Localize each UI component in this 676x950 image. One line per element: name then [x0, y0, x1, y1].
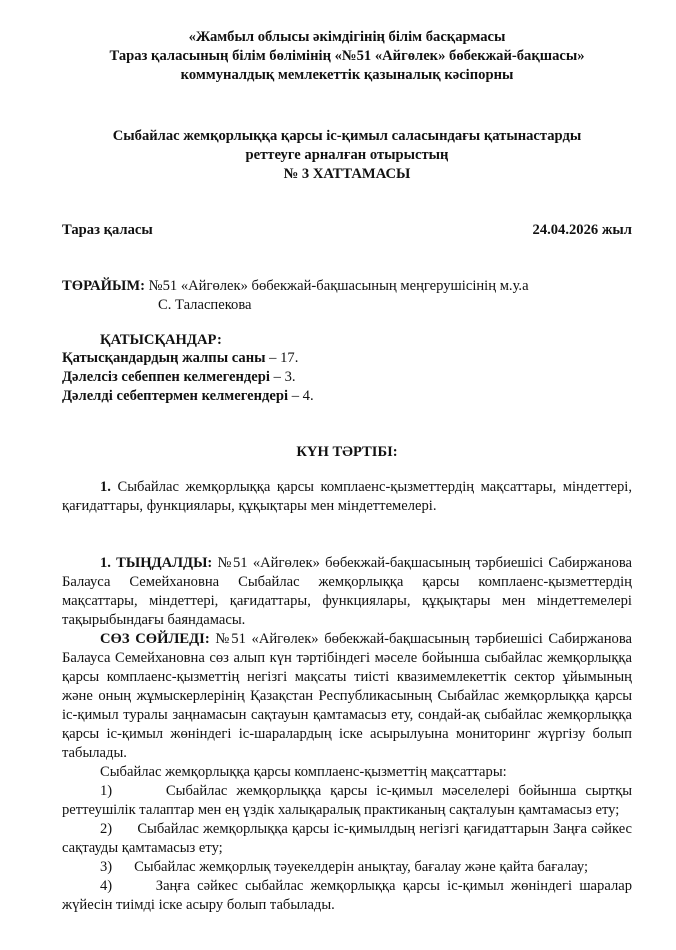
participants-excused: [62, 387, 632, 406]
participants-unexcused: [62, 368, 632, 387]
place-date-row: [62, 222, 632, 239]
participants-unexcused-value: – 3.: [269, 369, 296, 385]
spoke-paragraph: [62, 630, 632, 763]
agenda-item-text: Сыбайлас жемқорлыққа қарсы комплаенс-қызметтердің мақсаттары, міндеттері, қағидаттары, функциялары, құқықтары мен міндеттемелері.: [62, 479, 632, 514]
place: Тараз қаласы: [62, 222, 153, 238]
goal-text: Заңға сәйкес сыбайлас жемқорлыққа қарсы іс-қимыл жөніндегі шаралар жүйесін тиімді іске асыру болып табылады.: [62, 878, 632, 913]
goal-text: Сыбайлас жемқорлыққа қарсы іс-қимыл мәселелері бойынша сыртқы реттеушілік талаптар мен ең үздік халықаралық практиканың сақталуын қамтамасыз ету;: [62, 783, 632, 818]
goal-text: Сыбайлас жемқорлық тәуекелдерін анықтау, бағалау және қайта бағалау;: [134, 859, 589, 875]
chair-label: ТӨРАЙЫМ:: [62, 278, 145, 294]
participants-heading: ҚАТЫСҚАНДАР:: [100, 332, 222, 348]
goal-item: [62, 820, 632, 858]
header-line-3: коммуналдық мемлекеттік қазыналық кәсіпорны: [180, 67, 514, 83]
agenda-item-number: 1.: [100, 479, 111, 495]
title-line-3: № 3 ХАТТАМАСЫ: [283, 166, 411, 182]
goal-text: Сыбайлас жемқорлыққа қарсы іс-қимылдың негізгі қағидаттарын Заңға сәйкес сақтауды қамтамасыз ету;: [62, 821, 633, 856]
goal-number: 3): [100, 859, 113, 875]
chair-position: №51 «Айгөлек» бөбекжай-бақшасының меңгерушісінің м.у.а: [145, 278, 529, 294]
participants-unexcused-label: Дәлелсіз себеппен келмегендері: [62, 369, 270, 385]
protocol-title: [62, 127, 632, 184]
chair-name: С. Таласпекова: [158, 297, 252, 313]
title-line-1: Сыбайлас жемқорлыққа қарсы іс-қимыл саласындағы қатынастарды: [112, 128, 582, 144]
goals-intro: Сыбайлас жемқорлыққа қарсы комплаенс-қызметтің мақсаттары:: [100, 764, 507, 780]
goal-number: 2): [100, 821, 113, 837]
organization-header: [62, 28, 632, 85]
agenda-heading: КҮН ТӘРТІБІ:: [296, 444, 398, 460]
goal-number: 1): [100, 783, 113, 799]
goal-item: [62, 782, 632, 820]
participants-total-value: – 17.: [265, 350, 299, 366]
chair-block: [62, 277, 632, 315]
agenda-item: [62, 478, 632, 516]
goal-item: [62, 877, 632, 915]
heard-text: №51 «Айгөлек» бөбекжай-бақшасының тәрбиешісі Сабиржанова Балауса Семейхановна Сыбайлас жемқорлыққа қарсы комплаенс-қызметтердің мақсаттары, міндеттері, қағидаттары, функциялары, құқықтары мен міндеттемелері тақырыбындағы баяндамасы.: [62, 555, 633, 628]
spoke-label: СӨЗ СӨЙЛЕДІ:: [100, 631, 210, 647]
goal-item: [62, 858, 632, 877]
participants-total: [62, 349, 632, 368]
participants-excused-value: – 4.: [288, 388, 314, 404]
title-line-2: реттеуге арналған отырыстың: [245, 147, 449, 163]
heard-label: 1. ТЫҢДАЛДЫ:: [100, 555, 213, 571]
participants-excused-label: Дәлелді себептермен келмегендері: [62, 388, 289, 404]
goal-number: 4): [100, 878, 113, 894]
date: 24.04.2026 жыл: [532, 222, 632, 238]
header-line-1: «Жамбыл облысы әкімдігінің білім басқармасы: [188, 29, 506, 45]
spoke-text: №51 «Айгөлек» бөбекжай-бақшасының тәрбиешісі Сабиржанова Балауса Семейхановна сөз алып күн тәртібіндегі мәселе бойынша сыбайлас жемқорлыққа қарсы комплаенс-қызметтің негізгі мақсаты тиісті квазимемлекеттік сектор ұйымының және оның жұмыскерлерінің Қазақстан Республикасының Сыбайлас жемқорлыққа қарсы іс-қимыл туралы заңнамасын сақтауын қамтамасыз ету, сондай-ақ сыбайлас жемқорлыққа қарсы іс-қимыл жөніндегі іс-шаралардың іске асырылуына мониторинг жүргізу болып табылады.: [62, 631, 633, 761]
header-line-2: Тараз қаласының білім бөлімінің «№51 «Айгөлек» бөбекжай-бақшасы»: [109, 48, 585, 64]
heard-paragraph: [62, 554, 632, 630]
participants-total-label: Қатысқандардың жалпы саны: [62, 350, 266, 366]
